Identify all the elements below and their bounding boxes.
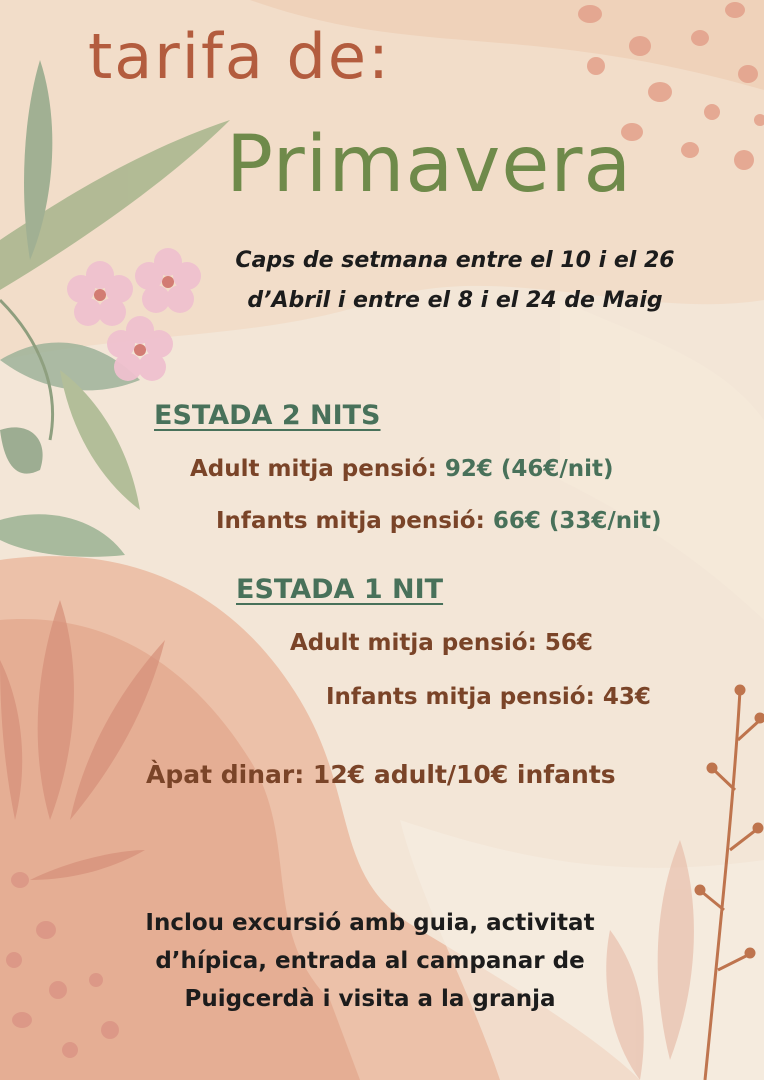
footer-includes	[60, 904, 680, 1018]
meal-price: Àpat dinar: 12€ adult/10€ infants	[146, 760, 616, 789]
one-night-adult-row	[290, 630, 593, 656]
heading-one-night: ESTADA 1 NIT	[236, 574, 444, 605]
footer-line-1: Inclou excursió amb guia, activitat	[145, 910, 595, 936]
subtitle-line-2: d’Abril i entre el 8 i el 24 de Maig	[247, 288, 663, 313]
one-night-child-label: Infants mitja pensió:	[326, 684, 595, 710]
title-line-2: Primavera	[226, 120, 633, 210]
footer-line-3: Puigcerdà i visita a la granja	[184, 986, 556, 1012]
two-nights-adult-label: Adult mitja pensió:	[190, 456, 437, 482]
title-line-1: tarifa de:	[88, 20, 391, 93]
two-nights-child-label: Infants mitja pensió:	[216, 508, 485, 534]
two-nights-adult-row	[190, 456, 614, 482]
two-nights-adult-price: 92€ (46€/nit)	[444, 456, 614, 482]
subtitle-line-1: Caps de setmana entre el 10 i el 26	[235, 248, 675, 273]
heading-two-nights: ESTADA 2 NITS	[154, 400, 381, 431]
one-night-child-row	[326, 684, 651, 710]
one-night-adult-label: Adult mitja pensió:	[290, 630, 537, 656]
one-night-child-price: 43€	[602, 684, 651, 710]
one-night-adult-price: 56€	[544, 630, 593, 656]
two-nights-child-price: 66€ (33€/nit)	[492, 508, 662, 534]
two-nights-child-row	[216, 508, 662, 534]
footer-line-2: d’hípica, entrada al campanar de	[155, 948, 585, 974]
